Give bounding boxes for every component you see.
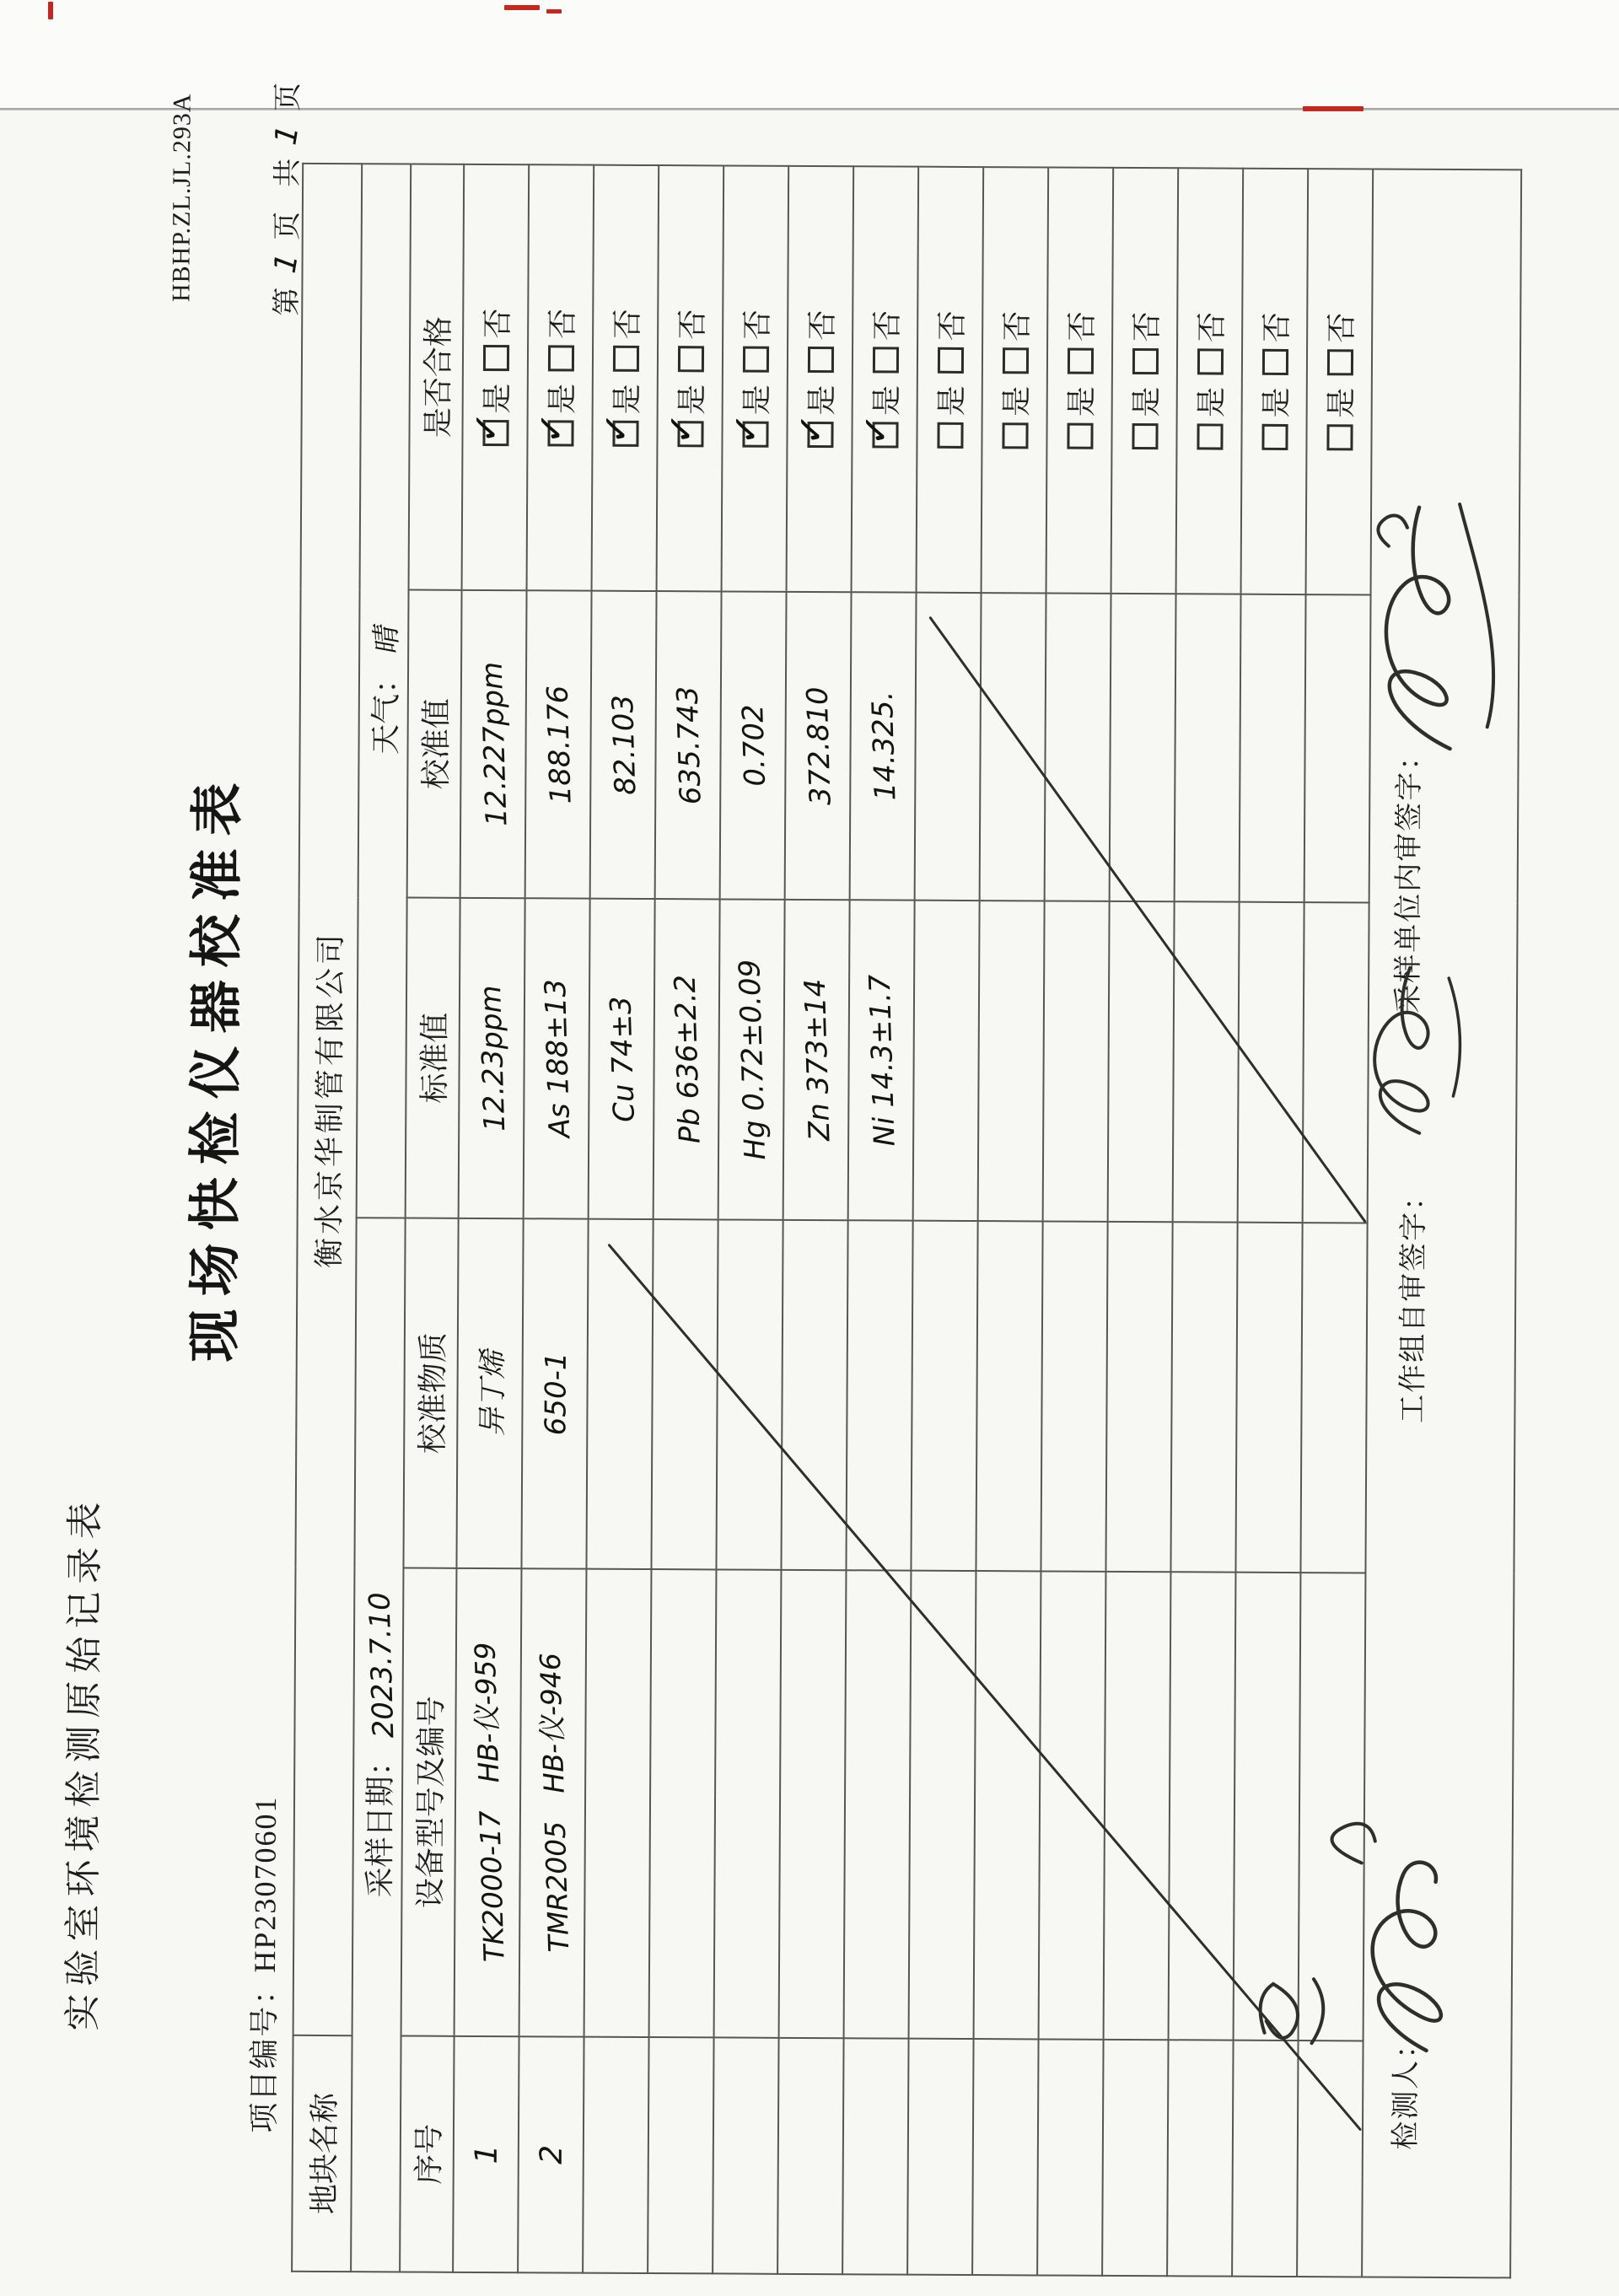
qualified-yes-label: 是	[1129, 386, 1164, 417]
cell-qualified	[982, 167, 1049, 593]
form-title: 现场快检仪器校准表	[185, 770, 248, 1363]
cell-seq	[777, 2038, 843, 2274]
qualified-yes-label: 是	[480, 383, 514, 414]
table-row	[1297, 169, 1373, 2277]
cell-device	[714, 1569, 782, 2037]
check-mark: ✓	[723, 411, 770, 448]
cell-qualified	[1111, 168, 1179, 594]
qualified-no-label: 否	[1000, 310, 1035, 341]
cell-seq	[453, 2036, 519, 2272]
qualified-yes-checkbox	[723, 411, 770, 448]
qualified-no-label: 否	[1325, 312, 1359, 343]
page-number-total: 1	[268, 119, 307, 148]
cell-qualified	[657, 165, 724, 591]
qualified-no-checkbox	[678, 347, 704, 373]
cell-substance	[976, 1221, 1042, 1571]
cell-standard-value: Cu 74±3	[603, 995, 642, 1123]
cell-qualified	[1176, 168, 1244, 594]
cell-calibrated	[460, 590, 527, 898]
cell-seq	[972, 2039, 1038, 2275]
qualified-yes-label: 是	[740, 384, 774, 416]
qualified-group	[658, 309, 712, 448]
cell-calibrated	[1175, 594, 1241, 901]
cell-device	[455, 1568, 522, 2036]
site-row	[292, 164, 362, 2272]
cell-standard	[1303, 902, 1369, 1223]
qualified-yes-checkbox	[593, 411, 640, 447]
qualified-yes-checkbox	[1261, 424, 1288, 450]
qualified-no-label: 否	[1065, 311, 1100, 342]
col-header-seq: 序号	[400, 2035, 454, 2272]
cell-calibrated-value: 14.325.	[865, 691, 903, 802]
qualified-no-checkbox	[1003, 348, 1029, 374]
table-row	[1102, 168, 1178, 2276]
cell-calibrated-value: 12.227ppm	[475, 661, 514, 827]
qualified-no-label: 否	[805, 309, 840, 341]
cell-seq	[648, 2037, 713, 2273]
cell-standard-value: Zn 373±14	[798, 978, 836, 1142]
page-word-di: 第	[272, 283, 304, 316]
table-row	[777, 166, 853, 2274]
qualified-group	[1187, 312, 1231, 450]
cell-qualified	[722, 165, 789, 591]
table-row	[583, 165, 659, 2273]
project-number-value: HP23070601	[247, 1795, 283, 1973]
cell-qualified	[917, 167, 984, 593]
cell-device-value: TMR2005 HB-仪-946	[533, 1652, 576, 1953]
qualified-yes-checkbox	[1067, 423, 1093, 449]
qualified-no-label: 否	[870, 309, 905, 341]
qualified-group	[723, 309, 777, 448]
qualified-no-label: 否	[546, 308, 580, 340]
weather-cell	[357, 164, 411, 1218]
cell-calibrated	[980, 593, 1046, 901]
project-number-label: 项目编号：	[246, 1972, 282, 2133]
qualified-no-checkbox	[1262, 349, 1288, 375]
qualified-no-label: 否	[675, 309, 710, 340]
check-mark: ✓	[788, 411, 835, 449]
cell-seq	[1297, 2041, 1363, 2277]
site-value-cell: 衡水京华制管有限公司	[293, 164, 363, 2035]
cell-seq-value: 2	[534, 2144, 569, 2164]
qualified-no-checkbox	[548, 346, 574, 372]
cell-standard	[1238, 902, 1304, 1223]
calibration-table	[291, 163, 1522, 2279]
qualified-group	[992, 311, 1036, 449]
cell-seq	[842, 2038, 908, 2274]
page-word-gong: 共	[272, 154, 304, 187]
signature-cell	[1362, 169, 1521, 2277]
sampling-date-cell	[351, 1218, 406, 2272]
table-row	[972, 167, 1048, 2275]
table-row	[1037, 167, 1113, 2275]
check-mark: ✓	[463, 410, 510, 447]
weather-label: 天气：	[368, 663, 403, 755]
cell-device	[519, 1568, 587, 2036]
cell-calibrated-value: 372.810	[800, 686, 838, 806]
col-header-substance: 校准物质	[403, 1218, 458, 1567]
check-mark: ✓	[528, 411, 575, 447]
cell-device	[1169, 1572, 1236, 2040]
cell-calibrated	[915, 593, 982, 901]
cell-substance	[651, 1219, 718, 1569]
cell-qualified	[1046, 167, 1114, 593]
cell-seq	[518, 2036, 584, 2272]
cell-substance	[781, 1220, 847, 1570]
table-row	[648, 165, 723, 2273]
weather-value: 晴	[368, 626, 405, 657]
qualified-yes-label: 是	[675, 384, 709, 415]
qualified-no-label: 否	[1260, 312, 1294, 343]
qualified-yes-label: 是	[610, 384, 644, 415]
document-type-label: 实验室环境检测原始记录表	[62, 1494, 106, 2031]
qualified-no-label: 否	[481, 308, 515, 339]
qualified-no-checkbox	[873, 347, 899, 374]
cell-qualified	[1306, 169, 1374, 594]
cell-calibrated	[1110, 594, 1176, 901]
cell-substance	[521, 1218, 588, 1568]
sampling-date-label: 采样日期：	[362, 1745, 397, 1898]
qualified-group	[463, 308, 517, 447]
site-label-cell: 地块名称	[292, 2035, 352, 2272]
cell-device	[974, 1571, 1041, 2039]
cell-substance	[716, 1219, 783, 1569]
cell-substance	[846, 1220, 912, 1570]
cell-substance	[1105, 1222, 1172, 1572]
table-row	[713, 165, 788, 2273]
qualified-yes-checkbox	[463, 410, 510, 447]
page-number-current: 1	[267, 248, 306, 277]
qualified-yes-label: 是	[1194, 386, 1229, 418]
cell-standard	[1108, 901, 1175, 1222]
qualified-yes-checkbox	[937, 422, 963, 449]
qualified-no-label: 否	[740, 309, 775, 341]
form-code: HBHP.ZL.JL.293A	[167, 93, 196, 303]
qualified-yes-checkbox	[658, 411, 705, 448]
cell-calibrated	[1240, 594, 1306, 902]
cell-seq	[1037, 2039, 1103, 2275]
table-row	[453, 164, 529, 2272]
table-row	[1232, 169, 1308, 2277]
qualified-yes-label: 是	[804, 384, 839, 416]
cell-device	[779, 1570, 847, 2038]
cell-standard-value: 12.23ppm	[473, 984, 512, 1132]
qualified-group	[1057, 311, 1101, 449]
col-header-qualified: 是否合格	[409, 164, 465, 589]
qualified-no-label: 否	[1130, 311, 1164, 342]
sampling-unit-review-label: 采样单位内审签字：	[1392, 739, 1426, 1014]
qualified-yes-label: 是	[869, 384, 904, 417]
cell-qualified	[787, 166, 854, 592]
col-header-calibrated: 校准值	[407, 590, 462, 898]
cell-qualified	[852, 166, 919, 592]
cell-device	[1104, 1572, 1171, 2040]
cell-device	[1234, 1573, 1301, 2041]
cell-substance-value: 异丁烯	[476, 1350, 510, 1437]
cell-calibrated	[525, 590, 592, 898]
cell-calibrated	[1045, 593, 1111, 901]
qualified-yes-label: 是	[934, 385, 969, 417]
qualified-group	[1122, 311, 1166, 449]
cell-substance	[456, 1218, 523, 1568]
cell-device	[844, 1570, 912, 2038]
cell-qualified	[1241, 169, 1309, 594]
qualified-no-label: 否	[610, 309, 645, 340]
qualified-no-checkbox	[1132, 348, 1159, 374]
qualified-yes-checkbox	[528, 411, 575, 447]
cell-substance	[1041, 1221, 1107, 1571]
cell-calibrated	[1304, 594, 1371, 902]
qualified-yes-checkbox	[1002, 423, 1028, 449]
cell-standard	[978, 901, 1045, 1221]
table-row	[842, 166, 918, 2274]
cell-standard	[589, 899, 655, 1219]
cell-qualified	[592, 165, 659, 591]
cell-substance	[1235, 1223, 1302, 1573]
check-mark: ✓	[658, 411, 705, 448]
cell-standard	[1173, 901, 1240, 1222]
check-mark: ✓	[853, 412, 900, 449]
cell-seq	[1167, 2040, 1233, 2276]
cell-calibrated-value: 188.176	[541, 685, 578, 804]
qualified-no-label: 否	[1195, 311, 1229, 343]
cell-calibrated	[785, 592, 852, 900]
qualified-no-checkbox	[938, 347, 964, 374]
cell-standard	[848, 900, 915, 1220]
cell-standard	[913, 901, 980, 1221]
qualified-group	[1252, 312, 1296, 450]
qualified-yes-checkbox	[853, 412, 900, 449]
qualified-no-label: 否	[935, 310, 970, 341]
qualified-yes-checkbox	[1132, 423, 1158, 449]
cell-standard	[783, 900, 850, 1220]
cell-calibrated-value: 635.743	[670, 685, 708, 805]
cell-substance	[1170, 1222, 1237, 1572]
qualified-group	[788, 309, 842, 449]
cell-seq	[907, 2039, 973, 2275]
qualified-yes-label: 是	[1324, 387, 1358, 418]
qualified-yes-checkbox	[788, 411, 835, 449]
cell-standard-value: Hg 0.72±0.09	[732, 959, 772, 1161]
cell-device-value: TK2000-17 HB-仪-959	[468, 1642, 511, 1963]
cell-standard-value: As 188±13	[538, 978, 577, 1139]
cell-seq	[1102, 2040, 1168, 2276]
qualified-yes-checkbox	[1326, 425, 1353, 451]
cell-calibrated	[655, 591, 722, 899]
qualified-group	[593, 309, 647, 447]
qualified-yes-checkbox	[1197, 424, 1223, 450]
signature-row	[1362, 169, 1521, 2277]
cell-substance	[1300, 1223, 1367, 1573]
cell-seq	[583, 2037, 648, 2273]
qualified-yes-label: 是	[999, 385, 1034, 417]
qualified-no-checkbox	[808, 347, 834, 373]
cell-device	[584, 1569, 652, 2037]
cell-device	[909, 1571, 976, 2039]
cell-standard	[524, 898, 590, 1218]
qualified-group	[853, 309, 906, 449]
cell-calibrated-value: 0.702	[735, 703, 772, 788]
page-info	[263, 79, 305, 316]
cell-seq	[1232, 2041, 1298, 2277]
cell-seq	[713, 2037, 778, 2273]
cell-seq-value: 1	[469, 2144, 504, 2164]
qualified-no-checkbox	[613, 346, 639, 372]
project-number	[240, 1795, 285, 2132]
cell-calibrated	[720, 591, 787, 899]
cell-standard	[1043, 901, 1110, 1221]
calibration-table-body	[453, 164, 1373, 2277]
qualified-yes-label: 是	[1064, 386, 1099, 417]
cell-calibrated	[590, 591, 657, 899]
cell-device	[649, 1569, 717, 2037]
cell-substance	[911, 1221, 977, 1571]
qualified-group	[928, 310, 971, 449]
qualified-no-checkbox	[1197, 349, 1224, 375]
qualified-yes-label: 是	[545, 383, 579, 415]
qualified-yes-label: 是	[1259, 387, 1294, 418]
col-header-standard: 标准值	[406, 898, 460, 1218]
tester-label: 检测人：	[1390, 2028, 1423, 2150]
cell-standard-value: Pb 636±2.2	[668, 974, 707, 1144]
cell-substance-value: 650-1	[538, 1352, 573, 1436]
page-word-ye2: 页	[272, 78, 304, 112]
cell-standard	[718, 899, 785, 1219]
table-row	[1167, 168, 1243, 2276]
qualified-no-checkbox	[1068, 348, 1094, 374]
table-row	[518, 164, 594, 2272]
cell-calibrated	[850, 592, 917, 900]
page-word-ye: 页	[272, 207, 304, 240]
cell-device	[1299, 1573, 1366, 2041]
workgroup-review-label: 工作组自审签字：	[1397, 1180, 1430, 1423]
cell-qualified	[527, 164, 594, 590]
table-row	[907, 167, 983, 2275]
cell-qualified	[462, 164, 530, 590]
qualified-no-checkbox	[483, 345, 509, 371]
cell-calibrated-value: 82.103	[605, 694, 643, 796]
cell-device	[1039, 1571, 1106, 2039]
cell-standard	[459, 898, 525, 1218]
qualified-no-checkbox	[1327, 350, 1353, 376]
col-header-device: 设备型号及编号	[401, 1567, 457, 2035]
check-mark: ✓	[593, 411, 640, 447]
cell-standard	[654, 899, 720, 1219]
qualified-group	[528, 308, 582, 447]
qualified-no-checkbox	[743, 347, 769, 373]
qualified-group	[1317, 313, 1361, 451]
cell-standard-value: Ni 14.3±1.7	[863, 973, 902, 1147]
cell-substance	[586, 1219, 653, 1569]
sampling-date-value: 2023.7.10	[362, 1591, 401, 1739]
